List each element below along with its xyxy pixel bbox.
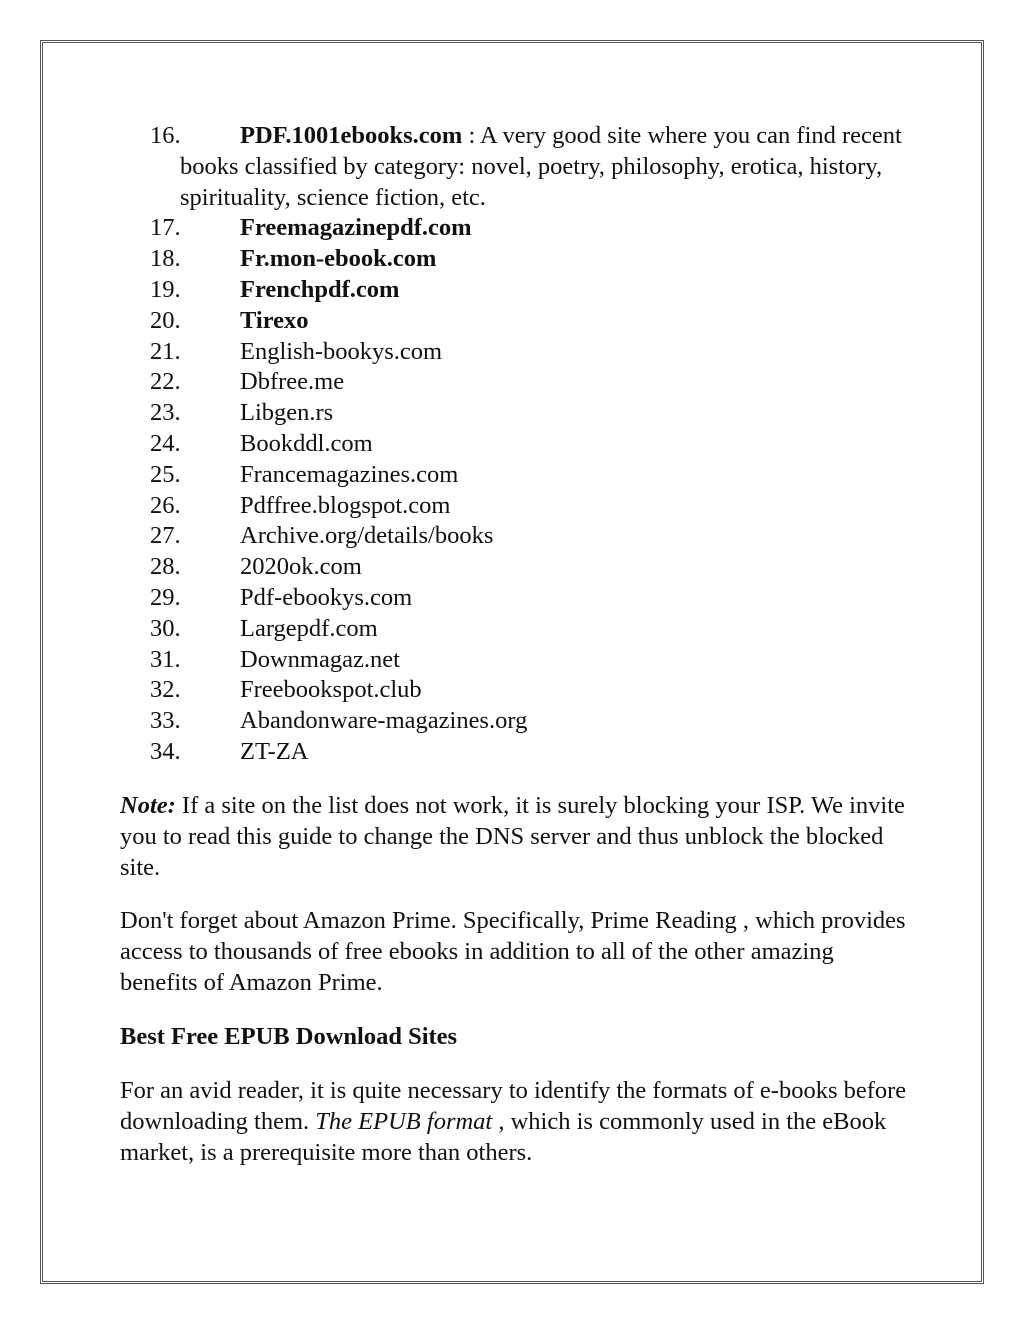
list-item-number: 16. <box>150 122 181 149</box>
list-item <box>150 213 910 244</box>
list-item-name: English-bookys.com <box>240 337 443 365</box>
list-item <box>150 645 910 676</box>
list-item-number: 34. <box>150 737 181 765</box>
list-item <box>150 491 910 522</box>
list-item-name: Dbfree.me <box>240 368 345 396</box>
list-item <box>150 398 910 429</box>
list-item <box>150 460 910 491</box>
list-item-name: Abandonware-magazines.org <box>240 707 528 735</box>
list-item-number: 25. <box>150 460 181 488</box>
site-list <box>150 121 910 768</box>
list-item-name: Downmagaz.net <box>240 645 400 673</box>
list-item-name: Frenchpdf.com <box>240 275 400 303</box>
list-item <box>150 552 910 583</box>
list-item <box>150 244 910 275</box>
list-item-description: : A very good site where you can find recent books classified by category: novel, poetry, philosophy, erotica, history, spirituality, science fiction, etc. <box>180 122 902 211</box>
list-item-number: 32. <box>150 676 181 704</box>
list-item-name: Freebookspot.club <box>240 676 422 704</box>
list-item-number: 21. <box>150 337 181 365</box>
list-item <box>150 306 910 337</box>
list-item-name: Francemagazines.com <box>240 460 459 488</box>
list-item <box>150 367 910 398</box>
list-item-name: Largepdf.com <box>240 614 378 642</box>
list-item-number: 28. <box>150 553 181 581</box>
epub-text-after: , which is commonly used in the eBook market, is a prerequisite more than others. <box>120 1107 887 1166</box>
epub-text-before: For an avid reader, it is quite necessary to identify the formats of e-books before downloading them. <box>120 1077 907 1135</box>
epub-paragraph <box>120 1076 910 1168</box>
list-item-name: Pdffree.blogspot.com <box>240 491 451 519</box>
list-item-number: 29. <box>150 583 181 611</box>
list-item-name: 2020ok.com <box>240 553 362 581</box>
list-item <box>150 429 910 460</box>
list-item-name: Libgen.rs <box>240 399 334 427</box>
list-item <box>150 614 910 645</box>
list-item-name: Bookddl.com <box>240 429 373 457</box>
list-item <box>150 583 910 614</box>
list-item-name: Tirexo <box>240 306 309 334</box>
list-item-number: 20. <box>150 306 181 334</box>
prime-paragraph: Don't forget about Amazon Prime. Specifically, Prime Reading , which provides access to thousands of free ebooks in addition to all of the other amazing benefits of Amazon Prime. <box>120 907 906 996</box>
list-item-number: 22. <box>150 368 181 396</box>
list-item-number: 33. <box>150 707 181 735</box>
list-item-number: 26. <box>150 491 181 519</box>
list-item-name: Pdf-ebookys.com <box>240 583 413 611</box>
list-item <box>150 275 910 306</box>
list-item-number: 23. <box>150 399 181 427</box>
epub-format-link: The EPUB format <box>315 1107 493 1135</box>
note-paragraph <box>120 791 910 883</box>
list-item <box>150 337 910 368</box>
list-item-name: PDF.1001ebooks.com <box>240 122 463 149</box>
list-item-number: 30. <box>150 614 181 642</box>
section-heading: Best Free EPUB Download Sites <box>120 1023 458 1050</box>
list-item-number: 17. <box>150 214 181 242</box>
list-item-number: 24. <box>150 429 181 457</box>
list-item <box>150 706 910 737</box>
list-item-number: 31. <box>150 645 181 673</box>
list-item-name: Freemagazinepdf.com <box>240 214 472 242</box>
note-text: If a site on the list does not work, it is surely blocking your ISP. We invite you to read this guide to change the DNS server and thus unblock the blocked site. <box>120 792 905 881</box>
list-item <box>150 737 910 768</box>
list-item <box>150 121 910 213</box>
note-label: Note: <box>120 792 176 819</box>
list-item-number: 19. <box>150 275 181 303</box>
list-item <box>150 521 910 552</box>
list-item-name: Archive.org/details/books <box>240 522 494 550</box>
list-item-number: 27. <box>150 522 181 550</box>
list-item <box>150 675 910 706</box>
list-item-name: ZT-ZA <box>240 737 309 765</box>
list-item-name: Fr.mon-ebook.com <box>240 245 437 273</box>
list-item-number: 18. <box>150 245 181 273</box>
